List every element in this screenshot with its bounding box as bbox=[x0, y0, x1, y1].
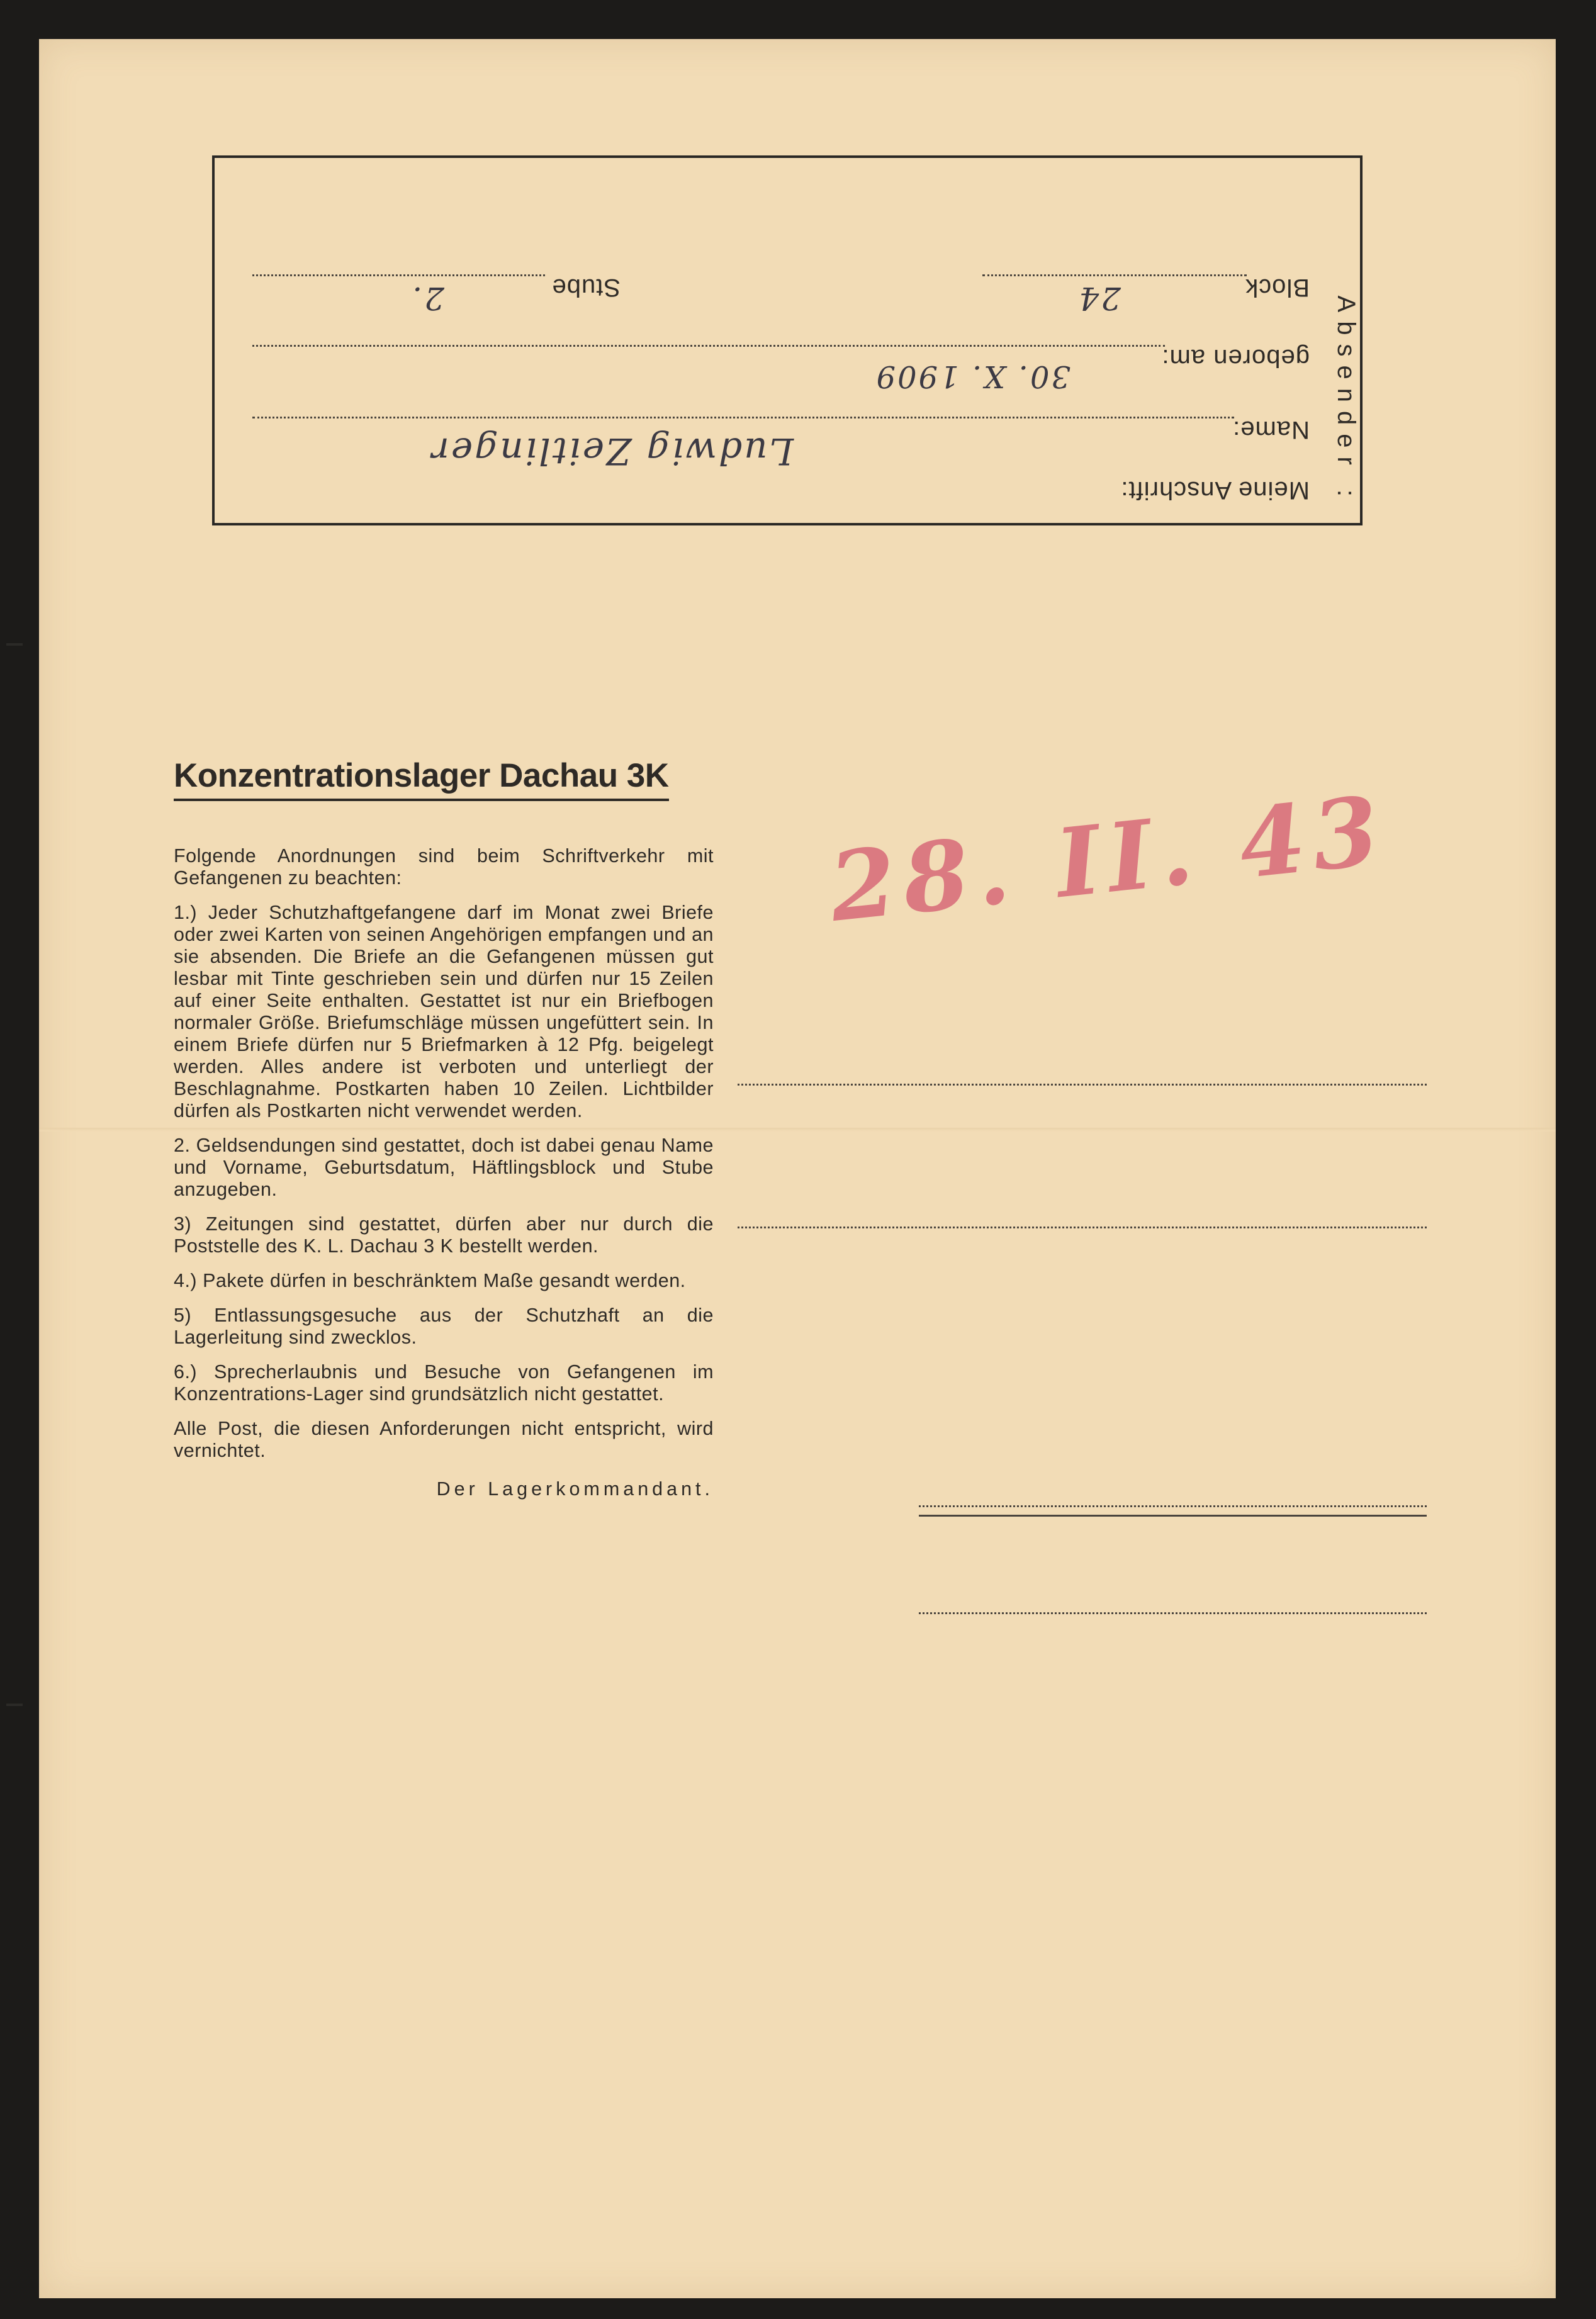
date-stamp: 28. II. 43 bbox=[824, 775, 1391, 943]
address-line-3 bbox=[919, 1505, 1427, 1507]
rule-4: 4.) Pakete dürfen in beschränktem Maße gesandt werden. bbox=[174, 1270, 686, 1291]
block-handwritten: 24 bbox=[1077, 280, 1121, 317]
room-dotted-line bbox=[252, 274, 545, 276]
sender-address-box bbox=[212, 155, 1363, 525]
rule-3: 3) Zeitungen sind gestattet, dürfen aber nur durch die Poststelle des K. L. Dachau 3 K bestellt werden. bbox=[174, 1213, 714, 1257]
address-line-1 bbox=[738, 1084, 1427, 1086]
name-dotted-line bbox=[252, 417, 1234, 418]
signature: Der Lagerkommandant. bbox=[436, 1478, 714, 1500]
room-handwritten: 2. bbox=[410, 280, 444, 317]
sender-title: Absender : bbox=[1332, 295, 1360, 505]
block-dotted-line bbox=[982, 274, 1247, 276]
name-label: Name: bbox=[1232, 416, 1310, 444]
birth-handwritten: 30. X. 1909 bbox=[874, 359, 1071, 394]
camp-instructions bbox=[174, 756, 714, 1513]
birth-label: geboren am: bbox=[1161, 344, 1310, 372]
birth-dotted-line bbox=[252, 345, 1165, 347]
name-handwritten: Ludwig Zeitlinger bbox=[430, 430, 794, 473]
closing-note: Alle Post, die diesen Anforderungen nicht entspricht, wird vernichtet. bbox=[174, 1418, 714, 1461]
address-underline bbox=[919, 1515, 1427, 1517]
intro-text: Folgende Anordnungen sind beim Schriftverkehr mit Gefangenen zu beachten: bbox=[174, 845, 714, 889]
rule-1: 1.) Jeder Schutzhaftgefangene darf im Monat zwei Briefe oder zwei Karten von seinen Angehörigen empfangen und an sie absenden. Die Briefe an die Gefangenen müssen gut lesbar mit Tinte geschrieben sein und dürfen nur 15 Zeilen auf einer Seite enthalten. Gestattet ist nur ein Briefbogen normaler Größe. Briefumschläge müssen ungefüttert sein. In einem Briefe dürfen nur 5 Briefmarken à 12 Pfg. beigelegt werden. Alles andere ist verboten und unterliegt der Beschlagnahme. Postkarten haben 10 Zeilen. Lichtbilder dürfen als Postkarten nicht verwendet werden. bbox=[174, 902, 714, 1121]
camp-heading: Konzentrationslager Dachau 3K bbox=[174, 756, 669, 801]
room-label: Stube bbox=[551, 274, 621, 301]
address-line-4 bbox=[919, 1612, 1427, 1614]
block-label: Block bbox=[1245, 274, 1310, 301]
edge-tick-2 bbox=[6, 1704, 23, 1706]
rule-2: 2. Geldsendungen sind gestattet, doch ist dabei genau Name und Vorname, Geburtsdatum, Häftlingsblock und Stube anzugeben. bbox=[174, 1135, 714, 1200]
address-line-2 bbox=[738, 1227, 1427, 1228]
rule-6: 6.) Sprecherlaubnis und Besuche von Gefangenen im Konzentrations-Lager sind grundsätzlich nicht gestattet. bbox=[174, 1361, 714, 1405]
address-label: Meine Anschrift: bbox=[1120, 476, 1310, 504]
edge-tick-1 bbox=[6, 643, 23, 646]
letter-card bbox=[39, 39, 1556, 2298]
rule-5: 5) Entlassungsgesuche aus der Schutzhaft an die Lagerleitung sind zwecklos. bbox=[174, 1305, 714, 1348]
